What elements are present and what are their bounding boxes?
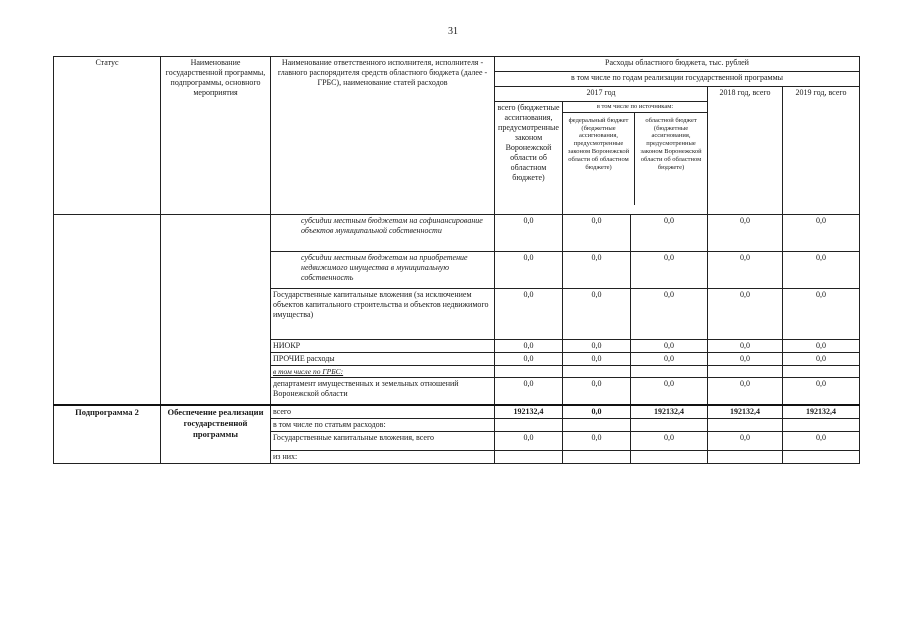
status-cell-empty (54, 215, 161, 406)
row-label: в том числе по статьям расходов: (271, 419, 495, 432)
value-cell: 0,0 (783, 289, 860, 340)
value-cell: 0,0 (631, 289, 708, 340)
row-label: субсидии местным бюджетам на софинансирование объектов муниципальной собственности (271, 215, 495, 252)
table-row (54, 405, 860, 419)
header-year-2019: 2019 год, всего (783, 87, 860, 215)
value-cell: 0,0 (783, 353, 860, 366)
value-cell: 0,0 (495, 289, 563, 340)
value-cell (495, 419, 563, 432)
program-cell-empty (161, 215, 271, 406)
value-cell: 0,0 (563, 432, 631, 451)
header-by-years: в том числе по годам реализации государственной программы (495, 72, 860, 87)
header-executor: Наименование ответственного исполнителя, исполнителя - главного распорядителя средств областного бюджета (далее - ГРБС), наименование статей расходов (271, 57, 495, 215)
value-cell: 0,0 (708, 378, 783, 406)
value-cell: 0,0 (495, 378, 563, 406)
value-cell (783, 451, 860, 464)
header-program-name: Наименование государственной программы, подпрограммы, основного мероприятия (161, 57, 271, 215)
row-label: департамент имущественных и земельных отношений Воронежской области (271, 378, 495, 406)
value-cell: 0,0 (563, 353, 631, 366)
value-cell: 0,0 (563, 378, 631, 406)
value-cell: 0,0 (495, 353, 563, 366)
value-cell (631, 366, 708, 378)
header-expenses: Расходы областного бюджета, тыс. рублей (495, 57, 860, 72)
value-cell: 0,0 (563, 289, 631, 340)
value-cell (708, 419, 783, 432)
value-cell: 0,0 (495, 432, 563, 451)
value-cell: 0,0 (708, 215, 783, 252)
row-label: из них: (271, 451, 495, 464)
value-cell (708, 451, 783, 464)
header-sources: в том числе по источникам: (563, 102, 707, 113)
value-cell: 0,0 (631, 432, 708, 451)
value-cell: 0,0 (708, 432, 783, 451)
row-label: в том числе по ГРБС: (271, 366, 495, 378)
value-cell (495, 451, 563, 464)
value-cell: 0,0 (783, 378, 860, 406)
value-cell: 0,0 (708, 289, 783, 340)
page-number: 31 (448, 26, 458, 37)
value-cell: 0,0 (783, 252, 860, 289)
value-cell: 0,0 (495, 215, 563, 252)
value-cell (708, 366, 783, 378)
value-cell: 0,0 (563, 340, 631, 353)
value-cell: 0,0 (631, 353, 708, 366)
value-cell (631, 419, 708, 432)
subprogram-name: Обеспечение реализации государственной программы (161, 405, 271, 464)
value-cell: 192132,4 (783, 405, 860, 419)
value-cell: 0,0 (631, 340, 708, 353)
row-label: НИОКР (271, 340, 495, 353)
header-status: Статус (54, 57, 161, 215)
header-regional: областной бюджет (бюджетные ассигнования, предусмотренные законом Воронежской области об областном бюджете) (640, 116, 702, 171)
row-label: Государственные капитальные вложения, всего (271, 432, 495, 451)
value-cell: 0,0 (708, 340, 783, 353)
value-cell (563, 419, 631, 432)
row-label: Государственные капитальные вложения (за исключением объектов капитального строительства и объектов недвижимого имущества) (271, 289, 495, 340)
value-cell: 0,0 (708, 252, 783, 289)
value-cell (783, 419, 860, 432)
header-federal: федеральный бюджет (бюджетные ассигнования, предусмотренные законом Воронежской области об областном бюджете) (563, 113, 635, 205)
value-cell (563, 366, 631, 378)
row-label: всего (271, 405, 495, 419)
value-cell: 0,0 (495, 252, 563, 289)
header-year-2018: 2018 год, всего (708, 87, 783, 215)
value-cell: 0,0 (631, 252, 708, 289)
value-cell: 0,0 (783, 340, 860, 353)
value-cell: 0,0 (563, 215, 631, 252)
value-cell: 0,0 (495, 340, 563, 353)
value-cell: 0,0 (563, 252, 631, 289)
row-label: субсидии местным бюджетам на приобретение недвижимого имущества в муниципальную собственность (271, 252, 495, 289)
value-cell: 0,0 (631, 215, 708, 252)
value-cell (563, 451, 631, 464)
value-cell (631, 451, 708, 464)
budget-table (53, 56, 860, 464)
header-year-2017: 2017 год (495, 87, 708, 102)
value-cell (783, 366, 860, 378)
table-row (54, 215, 860, 252)
value-cell: 0,0 (563, 405, 631, 419)
value-cell: 0,0 (783, 215, 860, 252)
header-row-1 (54, 57, 860, 72)
row-label: ПРОЧИЕ расходы (271, 353, 495, 366)
value-cell: 0,0 (631, 378, 708, 406)
subprogram-status: Подпрограмма 2 (54, 405, 161, 464)
value-cell: 0,0 (783, 432, 860, 451)
value-cell: 192132,4 (708, 405, 783, 419)
header-total: всего (бюджетные ассигнования, предусмотренные законом Воронежской области об областном бюджете) (495, 102, 563, 215)
value-cell (495, 366, 563, 378)
value-cell: 0,0 (708, 353, 783, 366)
value-cell: 192132,4 (631, 405, 708, 419)
value-cell: 192132,4 (495, 405, 563, 419)
header-sources-group (563, 102, 708, 215)
